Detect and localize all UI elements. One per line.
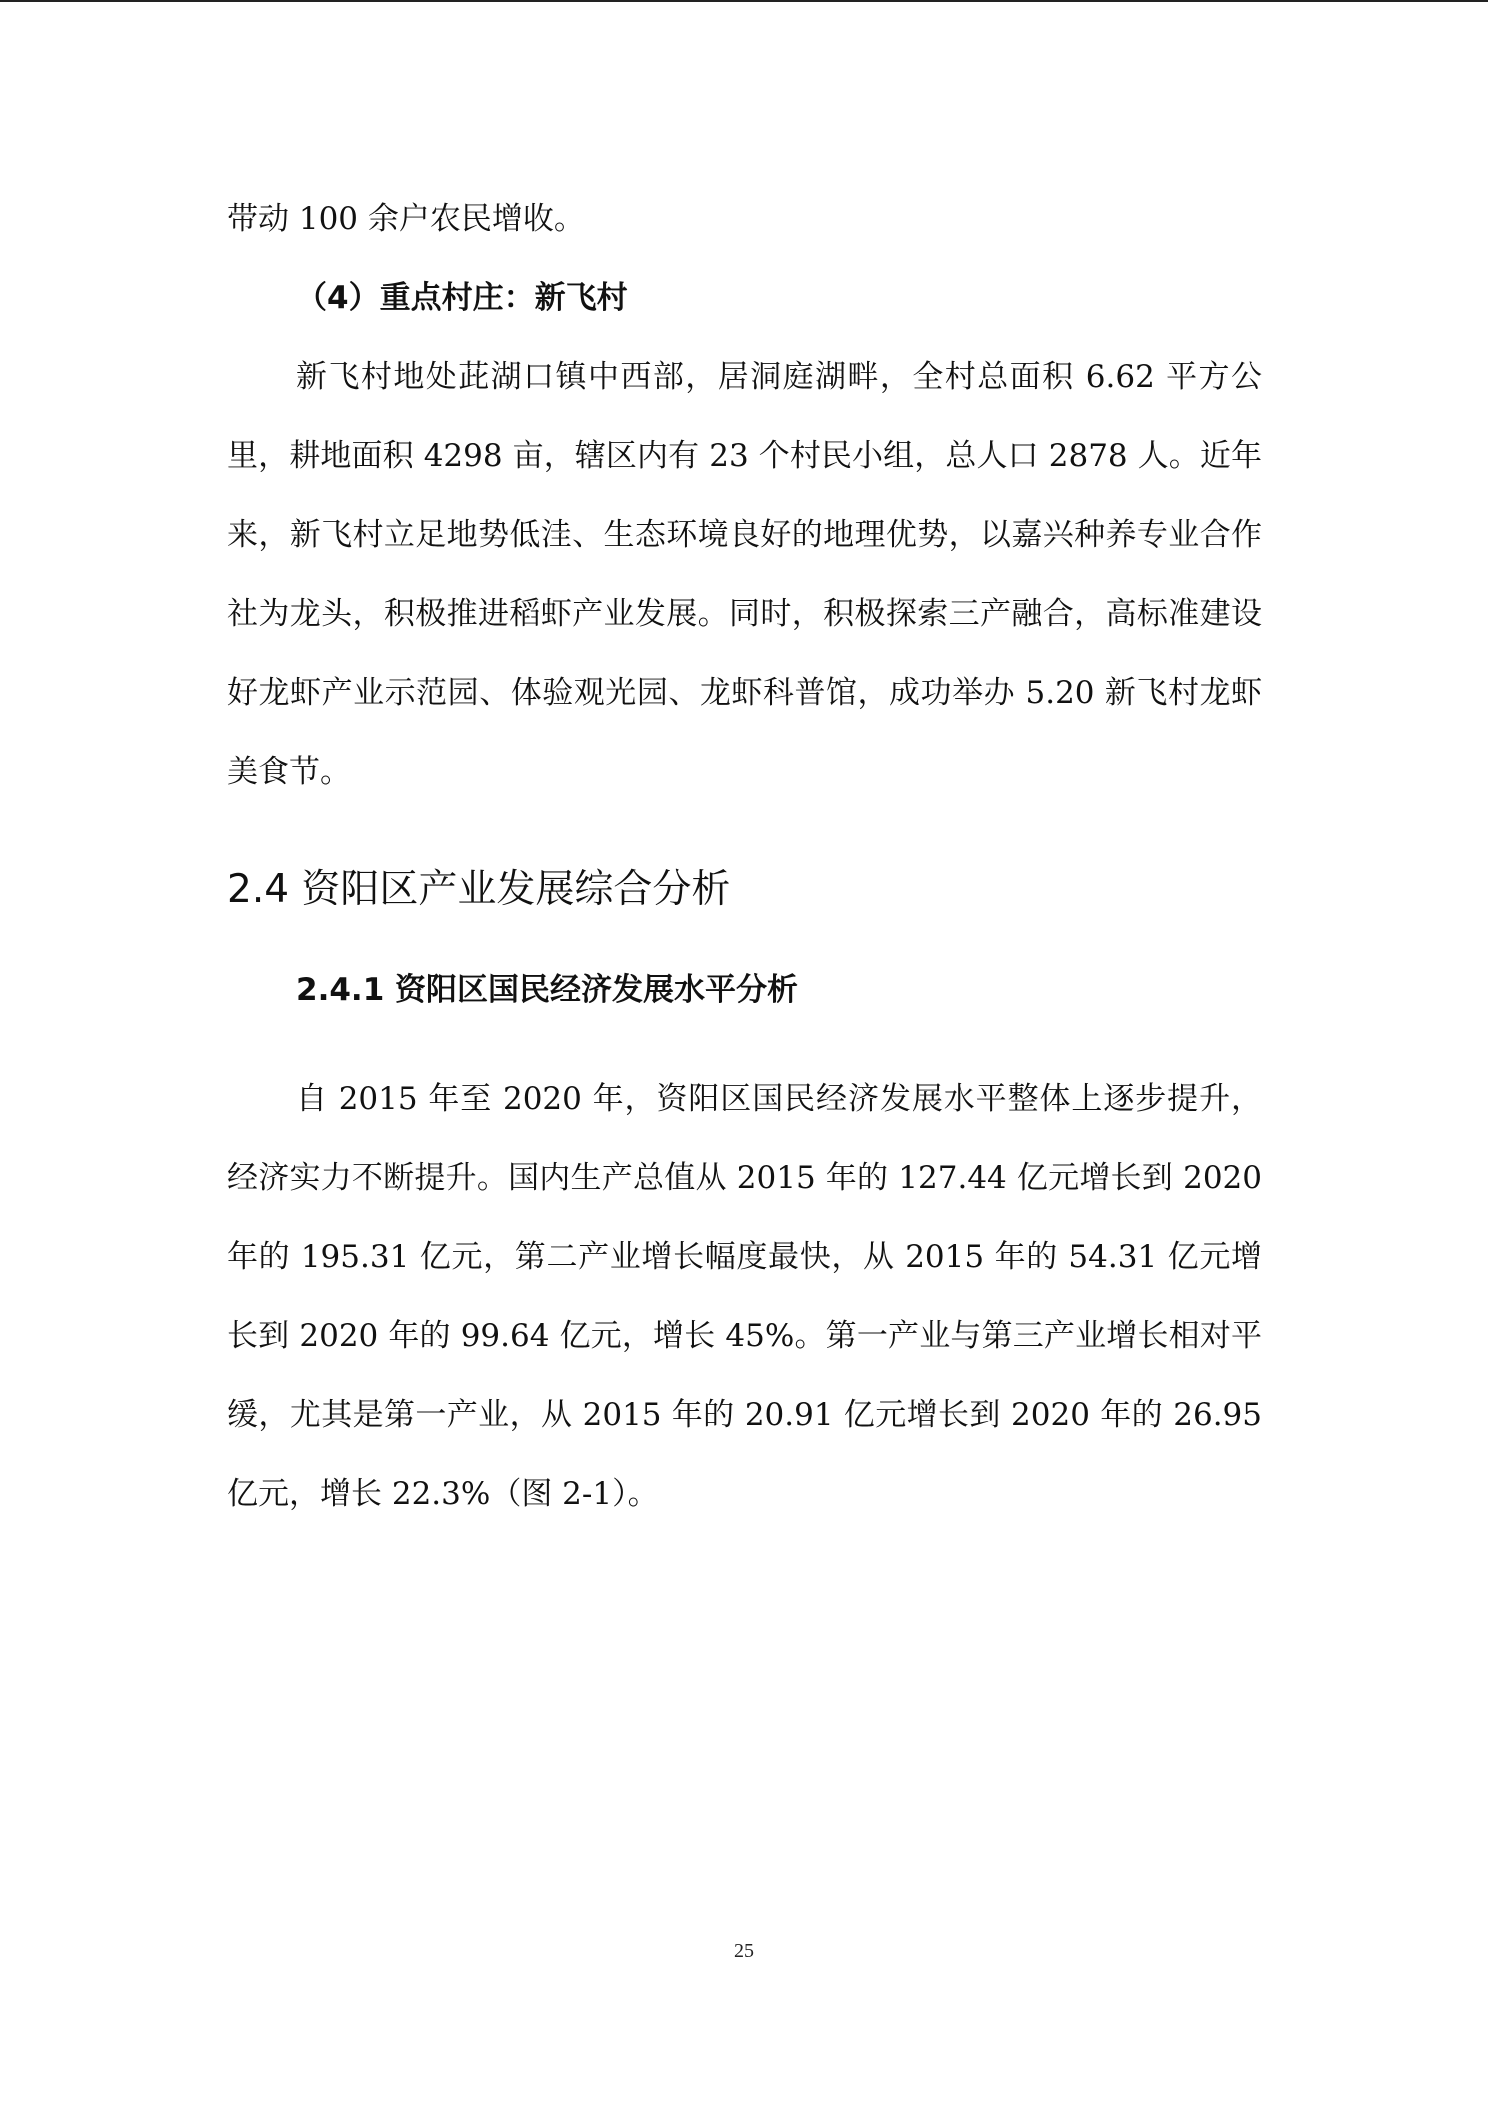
village-paragraph: 新飞村地处茈湖口镇中西部，居洞庭湖畔，全村总面积 6.62 平方公里，耕地面积 4298 亩，辖区内有 23 个村民小组，总人口 2878 人。近年来，新飞村立足地势低洼、生态环境良好的地理优势，以嘉兴种养专业合作社为龙头，积极推进稻虾产业发展。同时，积极探索三产融合，高标准建设好龙虾产业示范园、体验观光园、龙虾科普馆，成功举办 5.20 新飞村龙虾美食节。 (227, 359, 1262, 790)
village-heading: （4）重点村庄：新飞村 (296, 280, 628, 316)
subsection-heading: 2.4.1 资阳区国民经济发展水平分析 (296, 972, 799, 1008)
continuation-paragraph: 带动 100 余户农民增收。 (227, 201, 585, 237)
section-heading: 2.4 资阳区产业发展综合分析 (227, 867, 731, 912)
top-border-rule (0, 0, 1488, 2)
economy-paragraph: 自 2015 年至 2020 年，资阳区国民经济发展水平整体上逐步提升，经济实力不断提升。国内生产总值从 2015 年的 127.44 亿元增长到 2020 年的 195.31 亿元，第二产业增长幅度最快，从 2015 年的 54.31 亿元增长到 2020 年的 99.64 亿元，增长 45%。第一产业与第三产业增长相对平缓，尤其是第一产业，从 2015 年的 20.91 亿元增长到 2020 年的 26.95 亿元，增长 22.3%（图 2-1）。 (227, 1081, 1262, 1512)
page-number: 25 (734, 1940, 754, 1962)
page-content (227, 180, 1262, 1534)
